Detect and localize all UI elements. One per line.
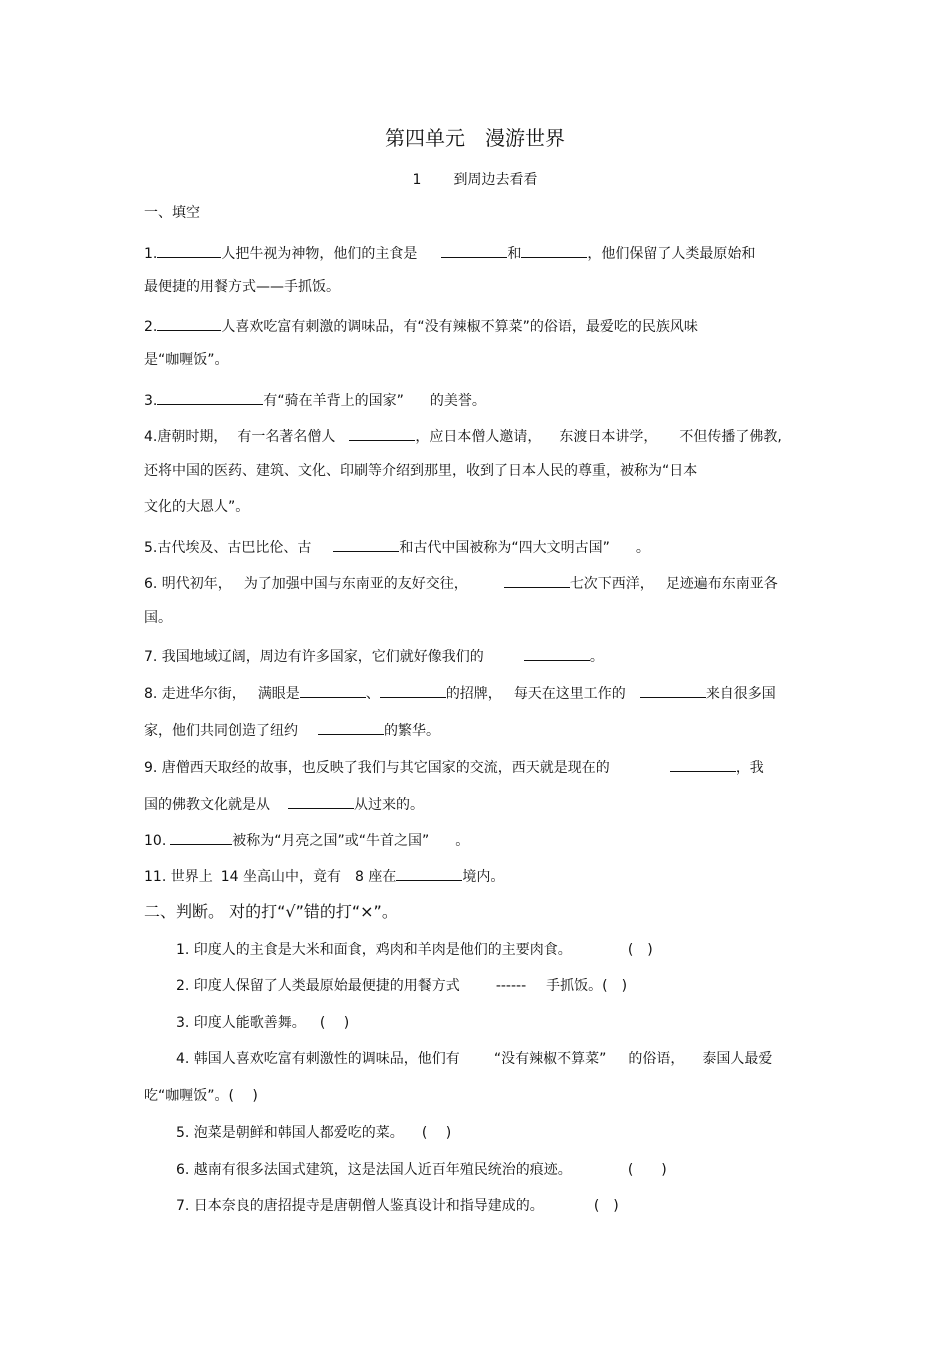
q4-text-5: 不但传播了佛教, [679, 429, 782, 445]
q11-text-1: 11. 世界上 [144, 869, 213, 885]
question-9 [144, 756, 764, 778]
q11-blank-1[interactable] [396, 865, 462, 881]
j4-text-2: “没有辣椒不算菜” [493, 1051, 607, 1067]
question-1-cont: 最便捷的用餐方式——手抓饭。 [144, 279, 340, 295]
q3-number: 3. [144, 393, 158, 409]
q8-text-2: 满眼是 [257, 686, 300, 702]
question-6-cont: 国。 [144, 610, 172, 626]
j2-text-2[interactable]: 手抓饭。( ) [546, 978, 628, 994]
q11-text-2: 14 坐高山中，竟有 [220, 869, 341, 885]
question-8 [144, 682, 776, 704]
question-2-cont: 是“咖喱饭”。 [144, 352, 229, 368]
question-8-cont [144, 719, 440, 741]
question-4-cont: 还将中国的医药、建筑、文化、印刷等介绍到那里，收到了日本人民的尊重，被称为“日本 [144, 463, 698, 479]
question-3 [144, 389, 486, 411]
q2-number: 2. [144, 319, 158, 335]
section1-heading: 一、填空 [144, 205, 200, 221]
q7-blank-1[interactable] [524, 645, 590, 661]
j6-answer-paren[interactable]: ( ) [627, 1162, 667, 1178]
judge-4 [176, 1049, 772, 1069]
q8-text-5: 每天在这里工作的 [513, 686, 626, 702]
j1-text: 1. 印度人的主食是大米和面食，鸡肉和羊肉是他们的主要肉食。 [176, 942, 572, 958]
judge-4-cont[interactable]: 吃“咖喱饭”。( ) [144, 1088, 258, 1104]
judge-5 [176, 1123, 451, 1143]
q1-text-3: ，他们保留了人类最原始和 [587, 246, 756, 262]
q10-text-1: 被称为“月亮之国”或“牛首之国” [232, 833, 430, 849]
q8-text-3: 、 [365, 686, 380, 702]
q8-text-6: 来自很多国 [705, 686, 776, 702]
judge-7 [176, 1196, 619, 1216]
q10-blank-1[interactable] [170, 829, 232, 845]
j2-dash: ------ [495, 978, 527, 994]
q1-number: 1. [144, 246, 158, 262]
q6-text-1: 6. 明代初年， [144, 576, 232, 592]
q8-text-7: 家，他们共同创造了纽约 [144, 723, 298, 739]
q6-text-3: 七次下西洋， [569, 576, 654, 592]
q3-blank-1[interactable] [157, 389, 263, 405]
j6-text: 6. 越南有很多法国式建筑，这是法国人近百年殖民统治的痕迹。 [176, 1162, 572, 1178]
q8-blank-4[interactable] [318, 719, 384, 735]
q1-text-1: 人把牛视为神物，他们的主食是 [221, 246, 418, 262]
q7-text-2: 。 [589, 649, 604, 665]
j5-text: 5. 泡菜是朝鲜和韩国人都爱吃的菜。 [176, 1125, 404, 1141]
q6-text-2: 为了加强中国与东南亚的友好交往， [243, 576, 468, 592]
j4-text-3: 的俗语， [628, 1051, 685, 1067]
q5-text-3: 。 [635, 540, 650, 556]
q9-text-4: 从过来的。 [354, 797, 424, 813]
q5-text-2: 和古代中国被称为“四大文明古国” [399, 540, 610, 556]
judge-1 [176, 940, 653, 960]
j4-text-1: 4. 韩国人喜欢吃富有刺激性的调味品，他们有 [176, 1051, 460, 1067]
question-7 [144, 645, 604, 667]
q5-blank-1[interactable] [333, 536, 399, 552]
j7-answer-paren[interactable]: ( ) [593, 1198, 619, 1214]
section2-heading: 二、判断。 对的打“√”错的打“×”。 [144, 902, 398, 921]
j3-text: 3. 印度人能歌善舞。 [176, 1015, 306, 1031]
q5-text-1: 5.古代埃及、古巴比伦、古 [144, 540, 312, 556]
page-title: 第四单元 漫游世界 [385, 126, 565, 150]
q3-text-1: 有“骑在羊背上的国家” [263, 393, 404, 409]
q4-blank-1[interactable] [349, 425, 415, 441]
question-5 [144, 536, 650, 558]
j3-answer-paren[interactable]: ( ) [319, 1015, 350, 1031]
question-11 [144, 865, 504, 887]
j1-answer-paren[interactable]: ( ) [627, 942, 653, 958]
q9-blank-1[interactable] [670, 756, 736, 772]
judge-6 [176, 1160, 667, 1180]
q9-blank-2[interactable] [288, 793, 354, 809]
q7-text-1: 7. 我国地域辽阔，周边有许多国家，它们就好像我们的 [144, 649, 484, 665]
lesson-subtitle [0, 170, 950, 190]
question-4 [144, 425, 782, 447]
q6-blank-1[interactable] [504, 572, 570, 588]
q10-number: 10. [144, 833, 167, 849]
q8-blank-2[interactable] [380, 682, 446, 698]
q8-text-1: 8. 走进华尔街， [144, 686, 246, 702]
q2-text-1: 人喜欢吃富有刺激的调味品，有“没有辣椒不算菜”的俗语，最爱吃的民族风味 [221, 319, 698, 335]
q3-text-2: 的美誉。 [429, 393, 486, 409]
q4-text-4: 东渡日本讲学， [559, 429, 658, 445]
q1-blank-3[interactable] [521, 242, 587, 258]
q1-blank-2[interactable] [441, 242, 507, 258]
q2-blank-1[interactable] [157, 315, 221, 331]
q4-text-2: 有一名著名僧人 [237, 429, 336, 445]
q4-text-1: 4.唐朝时期， [144, 429, 228, 445]
question-1 [144, 242, 755, 264]
q8-blank-3[interactable] [640, 682, 706, 698]
question-6 [144, 572, 778, 594]
q8-text-4: 的招牌， [445, 686, 502, 702]
j5-answer-paren[interactable]: ( ) [421, 1125, 452, 1141]
question-9-cont [144, 793, 424, 815]
q8-blank-1[interactable] [300, 682, 366, 698]
q9-text-1: 9. 唐僧西天取经的故事，也反映了我们与其它国家的交流，西天就是现在的 [144, 760, 610, 776]
lesson-title: 到周边去看看 [453, 172, 538, 188]
q1-blank-1[interactable] [157, 242, 221, 258]
j2-text: 2. 印度人保留了人类最原始最便捷的用餐方式 [176, 978, 460, 994]
q8-text-8: 的繁华。 [384, 723, 440, 739]
q4-text-3: ，应日本僧人邀请， [415, 429, 542, 445]
j7-text: 7. 日本奈良的唐招提寺是唐朝僧人鉴真设计和指导建成的。 [176, 1198, 544, 1214]
q1-text-2: 和 [507, 246, 522, 262]
judge-3 [176, 1013, 349, 1033]
question-2 [144, 315, 698, 337]
q9-text-2: ，我 [735, 760, 764, 776]
q9-text-3: 国的佛教文化就是从 [144, 797, 270, 813]
j4-text-4: 泰国人最爱 [702, 1051, 773, 1067]
q11-text-3: 8 座在 [354, 869, 397, 885]
question-10 [144, 829, 469, 851]
judge-2 [176, 976, 627, 996]
q11-text-4: 境内。 [462, 869, 505, 885]
question-4-cont-2: 文化的大恩人”。 [144, 499, 250, 515]
lesson-number: 1 [412, 172, 422, 188]
q6-text-4: 足迹遍布东南亚各 [665, 576, 778, 592]
q10-text-2: 。 [455, 833, 470, 849]
